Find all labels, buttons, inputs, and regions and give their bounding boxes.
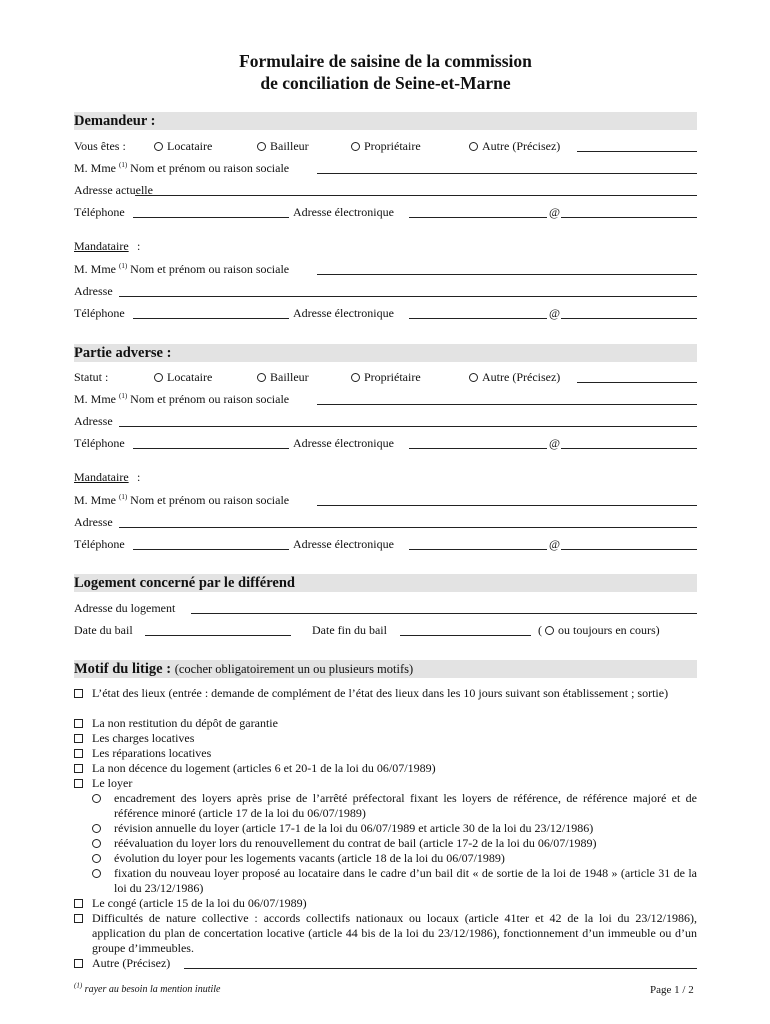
section-partie-adverse: Partie adverse : <box>74 344 697 362</box>
adverse-email-user-field[interactable] <box>409 436 547 449</box>
statut-row <box>74 370 697 385</box>
option-locataire[interactable]: Locataire <box>154 139 212 154</box>
radio-bailleur[interactable] <box>257 373 266 382</box>
radio-reevaluation[interactable] <box>92 839 101 848</box>
radio-locataire[interactable] <box>154 373 163 382</box>
motif-instruction: (cocher obligatoirement un ou plusieurs motifs) <box>174 662 414 676</box>
checkbox-autre[interactable] <box>74 959 83 968</box>
toujours-en-cours-option[interactable]: ( ou toujours en cours) <box>538 623 660 637</box>
adverse-adresse-field[interactable] <box>119 414 697 427</box>
checkbox-reparations-locatives[interactable] <box>74 749 83 758</box>
vous-etes-label: Vous êtes : <box>74 139 126 153</box>
page-number: Page 1 / 2 <box>650 984 694 996</box>
demandeur-telephone-field[interactable] <box>133 205 289 218</box>
section-demandeur: Demandeur : <box>74 112 697 130</box>
footnote: $^{(1)}$ rayer au besoin la mention inutile <box>74 981 221 995</box>
mandataire-2-nom-row: M. Mme $^{(1)}$ Nom et prénom ou raison sociale <box>74 493 697 508</box>
radio-autre[interactable] <box>469 142 478 151</box>
adverse-email-domain-field[interactable] <box>561 436 697 449</box>
motif-conge[interactable]: Le congé (article 15 de la loi du 06/07/1989) <box>74 896 697 911</box>
adverse-option-bailleur[interactable]: Bailleur <box>257 370 309 385</box>
motif-autre-label: Autre (Précisez) <box>92 956 171 970</box>
mandataire-heading-1: Mandataire : <box>74 239 141 253</box>
mandataire-1-adresse-row: Adresse <box>74 284 697 299</box>
radio-bailleur[interactable] <box>257 142 266 151</box>
radio-proprietaire[interactable] <box>351 373 360 382</box>
radio-encadrement[interactable] <box>92 794 101 803</box>
radio-evolution-vacants[interactable] <box>92 854 101 863</box>
option-bailleur[interactable]: Bailleur <box>257 139 309 154</box>
checkbox-depot-garantie[interactable] <box>74 719 83 728</box>
mandataire-heading-2: Mandataire : <box>74 470 141 484</box>
adverse-autre-field[interactable] <box>577 370 697 383</box>
motif-autre <box>74 956 697 971</box>
form-title-line-2: de conciliation de Seine-et-Marne <box>260 73 511 93</box>
radio-proprietaire[interactable] <box>351 142 360 151</box>
vous-etes-row <box>74 139 697 154</box>
mandataire-1-email-user-field[interactable] <box>409 306 547 319</box>
telephone-label: Téléphone <box>74 205 125 219</box>
checkbox-etat-des-lieux[interactable] <box>74 689 83 698</box>
adverse-telephone-field[interactable] <box>133 436 289 449</box>
checkbox-loyer[interactable] <box>74 779 83 788</box>
mandataire-1-nom-field[interactable] <box>317 262 697 275</box>
mandataire-1-telephone-field[interactable] <box>133 306 289 319</box>
date-fin-bail-label: Date fin du bail <box>312 623 387 637</box>
motif-charges-locatives[interactable]: Les charges locatives <box>74 731 697 746</box>
mandataire-2-telephone-field[interactable] <box>133 537 289 550</box>
option-proprietaire[interactable]: Propriétaire <box>351 139 421 154</box>
radio-revision-annuelle[interactable] <box>92 824 101 833</box>
adverse-option-locataire[interactable]: Locataire <box>154 370 212 385</box>
motif-non-decence[interactable]: La non décence du logement (articles 6 et 20-1 de la loi du 06/07/1989) <box>74 761 697 776</box>
radio-autre[interactable] <box>469 373 478 382</box>
checkbox-difficultes-collectives[interactable] <box>74 914 83 923</box>
motif-reparations-locatives[interactable]: Les réparations locatives <box>74 746 697 761</box>
motif-autre-field[interactable] <box>184 956 697 969</box>
nom-label: Nom et prénom ou raison sociale <box>130 161 290 175</box>
date-fin-bail-field[interactable] <box>400 623 531 636</box>
loyer-evolution-vacants[interactable]: évolution du loyer pour les logements vacants (article 18 de la loi du 06/07/1989) <box>92 851 697 866</box>
checkbox-conge[interactable] <box>74 899 83 908</box>
motif-difficultes-collectives[interactable]: Difficultés de nature collective : accords collectifs nationaux ou locaux (article 41ter et 42 de la loi du 23/12/1986), application du plan de concertation locative (article 44 bis de la loi du 23/12/1986), fonctionnement d’un immeuble ou d’un groupe d’immeubles. <box>74 911 697 956</box>
mandataire-1-email-domain-field[interactable] <box>561 306 697 319</box>
loyer-reevaluation[interactable]: réévaluation du loyer lors du renouvellement du contrat de bail (article 17-2 de la loi du 06/07/1989) <box>92 836 697 851</box>
radio-locataire[interactable] <box>154 142 163 151</box>
loyer-revision-annuelle[interactable]: révision annuelle du loyer (article 17-1 de la loi du 06/07/1989 et article 30 de la loi du 23/12/1986) <box>92 821 697 836</box>
demandeur-nom-field[interactable] <box>317 161 697 174</box>
mandataire-2-contact-row: Téléphone Adresse électronique @ <box>74 537 697 552</box>
option-autre[interactable]: Autre (Précisez) <box>469 139 560 154</box>
adverse-nom-field[interactable] <box>317 392 697 405</box>
mandataire-2-adresse-row: Adresse <box>74 515 697 530</box>
loyer-encadrement[interactable]: encadrement des loyers après prise de l’arrêté préfectoral fixant les loyers de référence, de référence majoré et de référence minoré (article 17 de la loi du 06/07/1989) <box>92 791 697 821</box>
motif-depot-garantie[interactable]: La non restitution du dépôt de garantie <box>74 716 697 731</box>
radio-fixation-1948[interactable] <box>92 869 101 878</box>
logement-adresse-row <box>74 601 697 616</box>
date-bail-field[interactable] <box>145 623 291 636</box>
demandeur-adresse-row <box>74 183 697 198</box>
demandeur-adresse-field[interactable] <box>135 183 697 196</box>
section-motif: Motif du litige : (cocher obligatoirement un ou plusieurs motifs) <box>74 660 697 678</box>
adverse-adresse-row: Adresse <box>74 414 697 429</box>
loyer-fixation-1948[interactable]: fixation du nouveau loyer proposé au locataire dans le cadre d’un bail dit « de sortie de la loi de 1948 » (article 31 de la loi du 23/12/1986) <box>92 866 697 896</box>
mandataire-2-adresse-field[interactable] <box>119 515 697 528</box>
motif-etat-des-lieux[interactable]: L’état des lieux (entrée : demande de complément de l’état des lieux dans les 10 jours suivant son établissement ; sortie) <box>74 686 697 701</box>
demandeur-email-user-field[interactable] <box>409 205 547 218</box>
demandeur-contact-row <box>74 205 697 220</box>
nom-prefix: M. Mme <box>74 161 116 175</box>
form-title-line-1: Formulaire de saisine de la commission <box>239 51 532 71</box>
motif-loyer[interactable]: Le loyer <box>74 776 697 791</box>
statut-label: Statut : <box>74 370 109 384</box>
at-sign: @ <box>549 205 561 219</box>
mandataire-2-email-domain-field[interactable] <box>561 537 697 550</box>
demandeur-nom-row: M. Mme $^{(1)}$ Nom et prénom ou raison sociale <box>74 161 697 176</box>
adverse-option-proprietaire[interactable]: Propriétaire <box>351 370 421 385</box>
section-logement: Logement concerné par le différend <box>74 574 697 592</box>
mandataire-1-nom-row: M. Mme $^{(1)}$ Nom et prénom ou raison sociale <box>74 262 697 277</box>
checkbox-non-decence[interactable] <box>74 764 83 773</box>
mandataire-2-nom-field[interactable] <box>317 493 697 506</box>
checkbox-charges-locatives[interactable] <box>74 734 83 743</box>
adverse-option-autre[interactable]: Autre (Précisez) <box>469 370 560 385</box>
bail-dates-row <box>74 623 697 638</box>
date-bail-label: Date du bail <box>74 623 133 637</box>
autre-precisez-field[interactable] <box>577 139 697 152</box>
mandataire-2-email-user-field[interactable] <box>409 537 547 550</box>
mandataire-1-adresse-field[interactable] <box>119 284 697 297</box>
adresse-actuelle-label: Adresse actuelle <box>74 183 153 197</box>
mandataire-1-contact-row: Téléphone Adresse électronique @ <box>74 306 697 321</box>
adverse-contact-row: Téléphone Adresse électronique @ <box>74 436 697 451</box>
adresse-electronique-label: Adresse électronique <box>293 205 394 219</box>
demandeur-email-domain-field[interactable] <box>561 205 697 218</box>
logement-adresse-field[interactable] <box>191 601 697 614</box>
radio-toujours-en-cours[interactable] <box>545 626 554 635</box>
adresse-logement-label: Adresse du logement <box>74 601 176 615</box>
adverse-nom-row: M. Mme $^{(1)}$ Nom et prénom ou raison sociale <box>74 392 697 407</box>
